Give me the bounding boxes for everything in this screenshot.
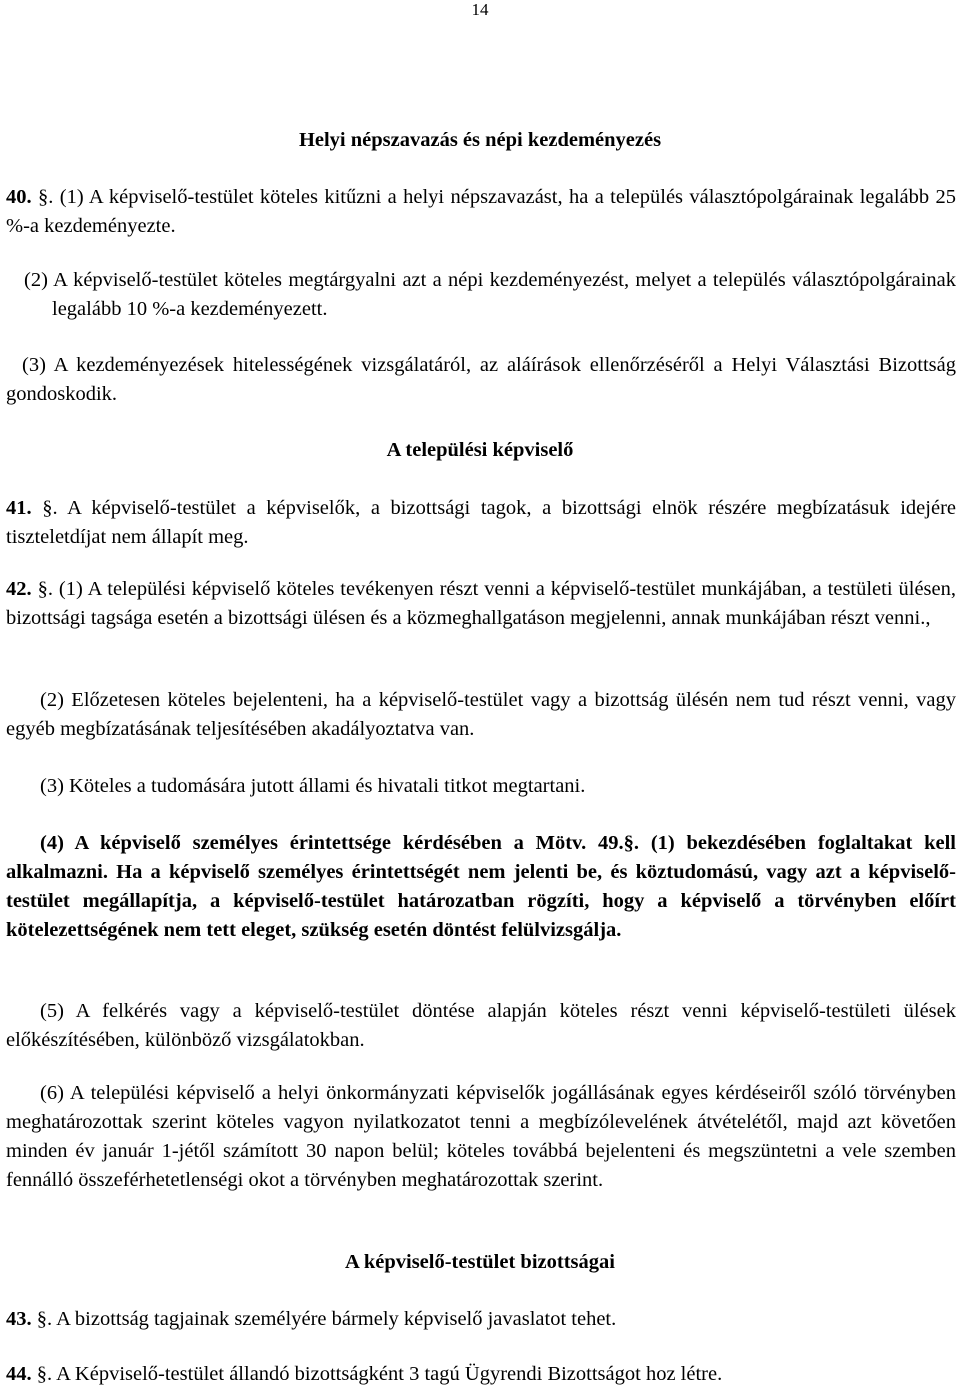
section-sign: §.: [42, 497, 58, 519]
paragraph-44: [6, 1360, 956, 1389]
paragraph-42-4: [6, 829, 956, 945]
paragraph-40-1: [6, 183, 956, 241]
paragraph-42-2: [6, 686, 956, 744]
section-sign: §.: [37, 578, 53, 600]
paragraph-40-3: [6, 351, 956, 409]
paragraph-number: 43.: [6, 1308, 32, 1330]
paragraph-42-6: [6, 1079, 956, 1195]
paragraph-number: 42.: [6, 578, 32, 600]
section-title-committees: A képviselő-testület bizottságai: [345, 1251, 615, 1273]
paragraph-text: (4) A képviselő személyes érintettsége kérdésében a Mötv. 49.§. (1) bekezdésében foglaltakat kell alkalmazni. Ha a képviselő személyes érintettségét nem jelenti be, és köztudomású, vagy azt a képviselő-testület megállapítja, a képviselő-testület határozatban rögzíti, hogy a képviselő a törvényben előírt kötelezettségének nem tett eleget, szükség esetén döntést felülvizsgálja.: [6, 832, 956, 941]
paragraph-42-3: [6, 772, 956, 801]
paragraph-number: 44.: [6, 1363, 32, 1385]
paragraph-text: (3) A kezdeményezések hitelességének vizsgálatáról, az aláírások ellenőrzéséről a Helyi Választási Bizottság gondoskodik.: [6, 354, 956, 405]
paragraph-42-5: [6, 997, 956, 1055]
page-number: 14: [471, 0, 489, 19]
paragraph-text: A Képviselő-testület állandó bizottságként 3 tagú Ügyrendi Bizottságot hoz létre.: [52, 1363, 723, 1385]
section-sign: §.: [38, 186, 54, 208]
paragraph-text: (1) A képviselő-testület köteles kitűzni a helyi népszavazást, ha a település választópolgárainak legalább 25 %-a kezdeményezte.: [6, 186, 957, 237]
paragraph-text: (6) A települési képviselő a helyi önkormányzati képviselők jogállásának egyes kérdéseiről szóló törvényben meghatározottak szerint köteles vagyon nyilatkozatot tenni a megbízólevelének átvételétől, majd azt követően minden év január 1-jétől számított 30 napon belül; köteles továbbá bejelenteni és megszüntetni a vele szemben fennálló összeférhetetlenségi okot a törvényben meghatározottak szerint.: [6, 1082, 956, 1191]
paragraph-text: A képviselő-testület a képviselők, a bizottsági tagok, a bizottsági elnök részére megbízatásuk idejére tiszteletdíjat nem állapít meg.: [6, 497, 956, 548]
paragraph-40-2: [6, 266, 956, 324]
paragraph-text: (2) Előzetesen köteles bejelenteni, ha a képviselő-testület vagy a bizottság ülésén nem tud részt venni, vagy egyéb megbízatásának teljesítésében akadályoztatva van.: [6, 689, 956, 740]
paragraph-42-1: [6, 575, 956, 633]
section-sign: §.: [36, 1308, 53, 1330]
paragraph-text: A bizottság tagjainak személyére bármely képviselő javaslatot tehet.: [52, 1308, 617, 1330]
paragraph-number: 40.: [6, 186, 32, 208]
paragraph-43: [6, 1305, 956, 1334]
paragraph-41: [6, 494, 956, 552]
paragraph-text: (2) A képviselő-testület köteles megtárgyalni azt a népi kezdeményezést, melyet a település választópolgárainak legalább 10 %-a kezdeményezett.: [24, 269, 956, 320]
section-title-referendum: Helyi népszavazás és népi kezdeményezés: [298, 129, 662, 151]
paragraph-number: 41.: [6, 497, 32, 519]
paragraph-text: (5) A felkérés vagy a képviselő-testület döntése alapján köteles részt venni képviselő-testületi ülések előkészítésében, különböző vizsgálatokban.: [6, 1000, 956, 1051]
paragraph-text: (1) A települési képviselő köteles tevékenyen részt venni a képviselő-testület munkájában, a testületi ülésen, bizottsági tagsága esetén a bizottsági ülésen és a közmeghallgatáson megjelenni, annak munkájában részt venni.,: [6, 578, 956, 629]
section-title-representative: A települési képviselő: [386, 439, 574, 461]
paragraph-text: (3) Köteles a tudomására jutott állami és hivatali titkot megtartani.: [40, 775, 586, 797]
section-sign: §.: [36, 1363, 53, 1385]
